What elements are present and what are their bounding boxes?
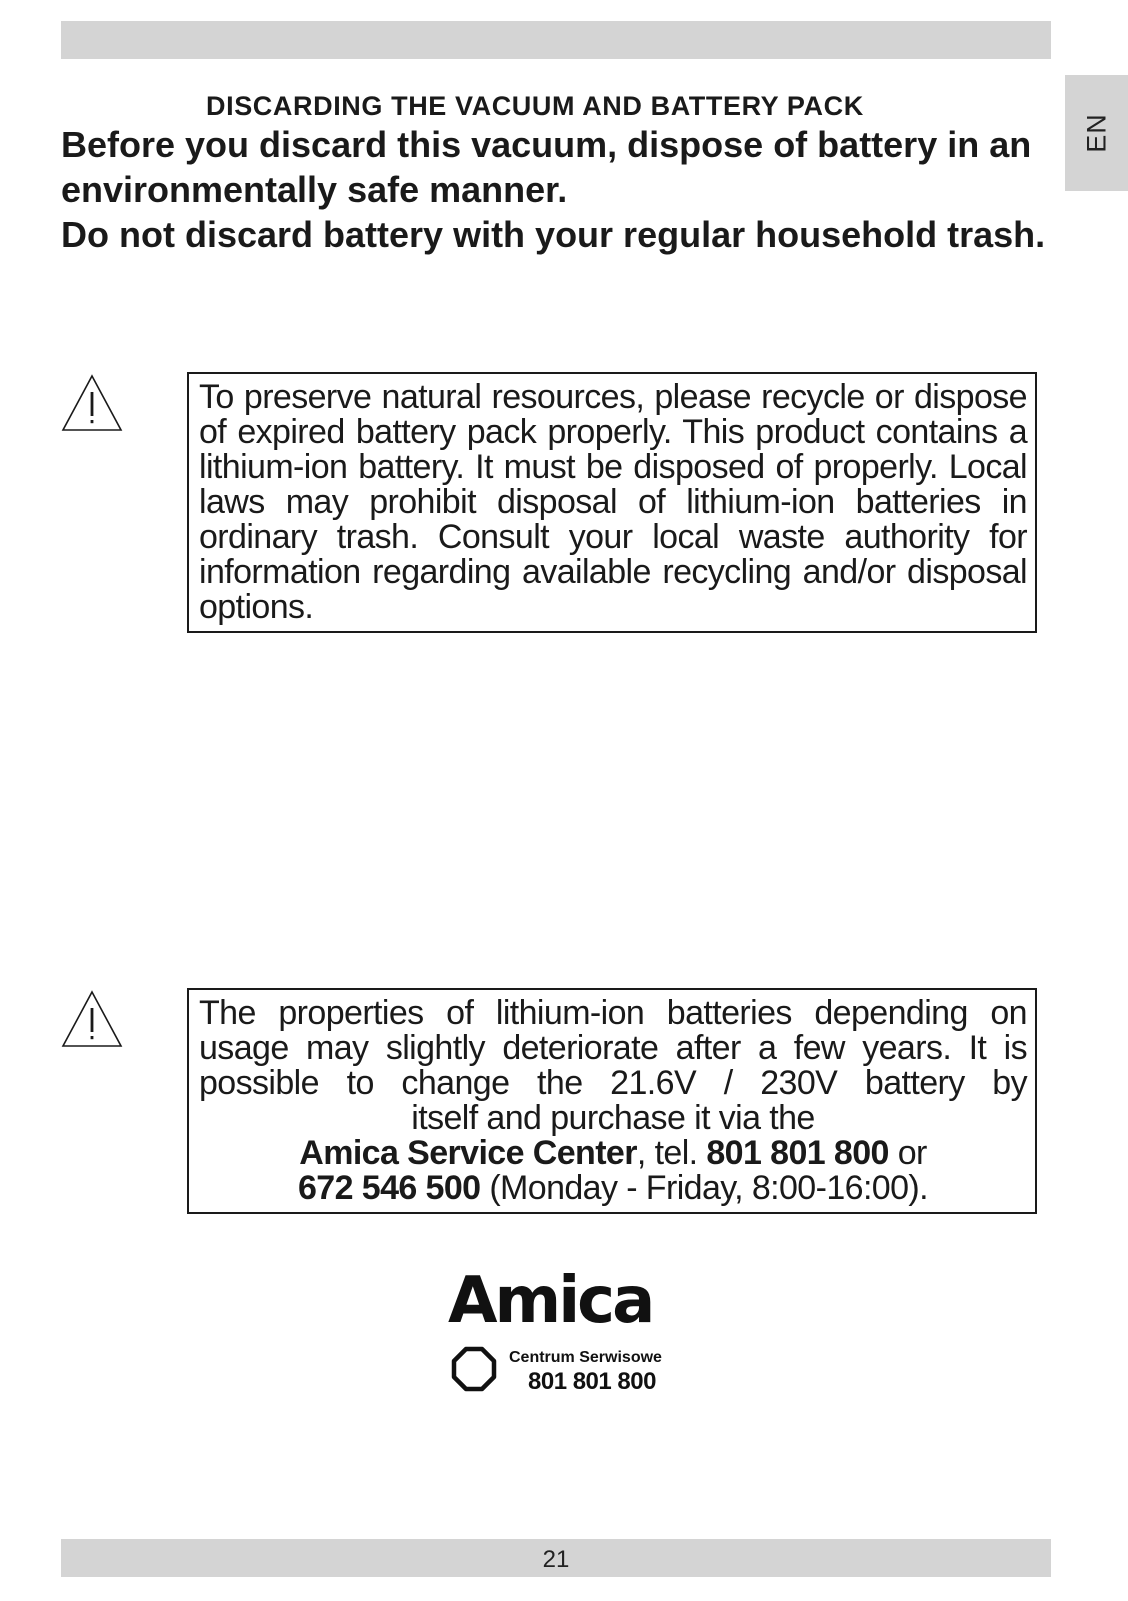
recycling-notice-text: To preserve natural resources, please recycle or dispose of expired battery pack properly. This product contains a lithium-ion battery. It must be disposed of properly. Local laws may prohibit disposal of lithium-ion batteries in ordinary trash. Consult your local waste authority for information regarding available recycling and/or disposal options. <box>199 378 1027 626</box>
service-phone-1: 801 801 800 <box>706 1134 889 1172</box>
service-phone-2: 672 546 500 <box>297 1169 481 1207</box>
warning-triangle-icon <box>61 990 123 1048</box>
lead-line-1: Before you discard this vacuum, dispose of battery in an environmentally safe manner. <box>61 124 1032 210</box>
logo-brand: Amica <box>448 1264 653 1338</box>
section-title: DISCARDING THE VACUUM AND BATTERY PACK <box>206 91 864 121</box>
service-center-name: Amica Service Center <box>299 1134 637 1172</box>
language-label: EN <box>1081 113 1111 153</box>
header-bar <box>61 21 1051 59</box>
battery-replacement-notice <box>187 988 1037 1214</box>
logo-phone: 801 801 800 <box>528 1368 656 1395</box>
amica-logo <box>448 1265 678 1395</box>
footer-bar <box>61 1539 1051 1577</box>
language-tab <box>1065 75 1128 191</box>
service-contact-line <box>199 1136 1027 1171</box>
or-text: or <box>888 1134 927 1172</box>
tel-prefix: , tel. <box>636 1134 707 1172</box>
lead-paragraph <box>61 122 1051 257</box>
service-hours-line <box>199 1171 1027 1206</box>
battery-notice-purchase: itself and purchase it via the <box>411 1099 815 1137</box>
service-hours: (Monday - Friday, 8:00-16:00). <box>480 1169 928 1207</box>
logo-subtitle: Centrum Serwisowe <box>509 1349 662 1366</box>
warning-triangle-icon <box>61 374 123 432</box>
page-number: 21 <box>542 1546 570 1573</box>
battery-notice-text: The properties of lithium-ion batteries depending on usage may slightly deteriorate after a few years. It is possible to change the 21.6V / 230V battery by <box>199 994 1027 1102</box>
lead-line-2: Do not discard battery with your regular household trash. <box>61 214 1046 255</box>
hexagon-icon <box>450 1345 498 1393</box>
recycling-notice <box>187 372 1037 633</box>
